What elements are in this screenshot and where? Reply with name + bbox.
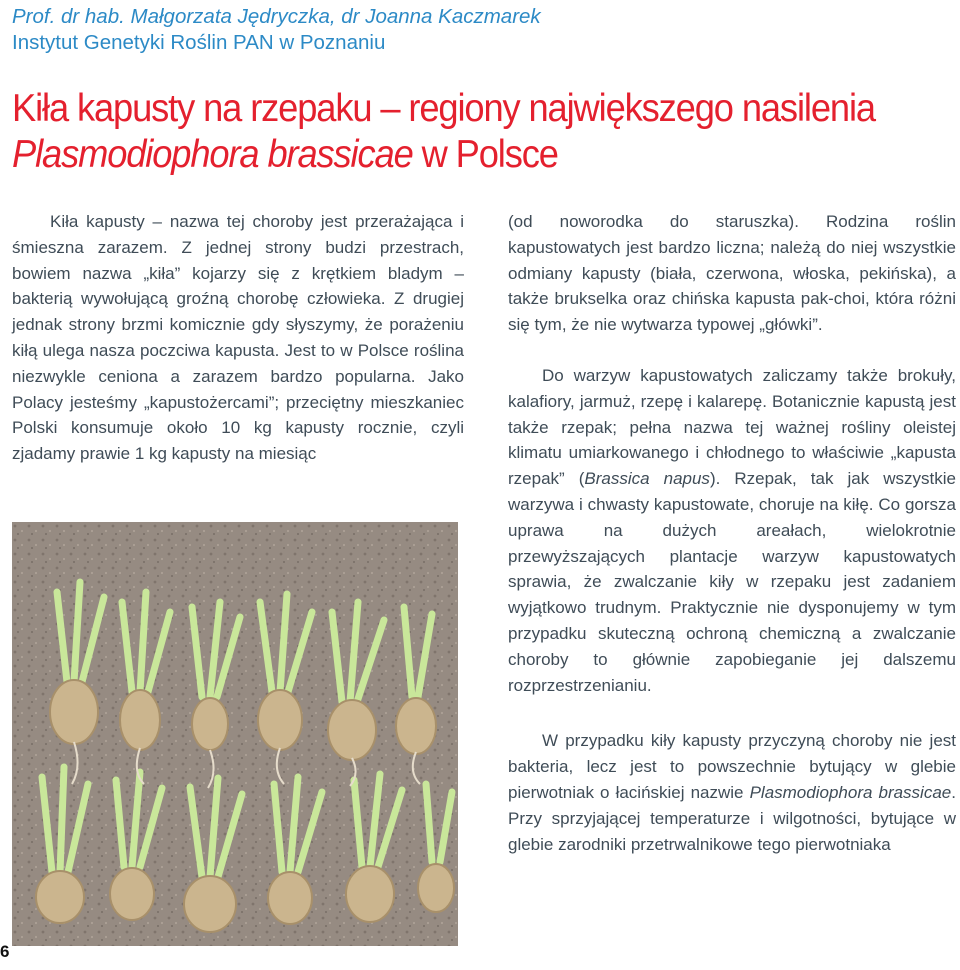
authors-institute: Instytut Genetyki Roślin PAN w Poznaniu xyxy=(12,31,386,54)
title-line2-rest: w Polsce xyxy=(412,133,558,176)
right-column xyxy=(508,209,956,857)
right-paragraph-3-start: W przypadku kiły kapusty przyczyną choroby nie jest bakteria, lecz jest to powszechnie bytujący w glebie pierwotniak o łacińskiej nazwie xyxy=(508,731,956,802)
right-paragraph-3 xyxy=(508,728,956,857)
clubroot-roots-photo xyxy=(12,522,458,946)
right-paragraph-1: (od noworodka do staruszka). Rodzina roślin kapustowatych jest bardzo liczna; należą do niej wszystkie odmiany kapusty (biała, czerwona, włoska, pekińska), a także brukselka oraz chińska kapusta pak-choi, która różni się tym, że nie wytwarza typowej „główki”. xyxy=(508,212,956,335)
authors-block xyxy=(12,4,541,56)
authors-names: Prof. dr hab. Małgorzata Jędryczka, dr Joanna Kaczmarek xyxy=(12,5,541,28)
left-column xyxy=(12,209,464,467)
right-paragraph-2-start: Do warzyw kapustowatych zaliczamy także brokuły, kalafiory, jarmuż, rzepę i kalarepę. Botanicznie kapustą jest także rzepak; pełna nazwa tej ważnej rośliny oleistej klimatu umiarkowanego i chłodnego to właściwie „kapusta rzepak” ( xyxy=(508,365,956,489)
plasmodiophora-latin: Plasmodiophora brassicae xyxy=(749,782,952,802)
right-paragraph-2 xyxy=(508,363,956,698)
title-latin-name: Plasmodiophora brassicae xyxy=(12,133,413,176)
title-line2 xyxy=(12,133,558,176)
right-paragraph-3-end: . Przy sprzyjającej temperaturze i wilgotności, bytujące w glebie zarodniki przetrwalnikowe tego pierwotniaka xyxy=(508,782,956,854)
left-paragraph-1: Kiła kapusty – nazwa tej choroby jest przerażająca i śmieszna zarazem. Z jednej strony budzi przestrach, bowiem nazwa „kiła” kojarzy się z krętkiem bladym – bakterią wywołującą groźną chorobę człowieka. Z drugiej jednak strony brzmi komicznie gdy słyszymy, że porażeniu kiłą ulega nasza poczciwa kapusta. Jest to w Polsce roślina niezwykle ceniona a zarazem bardzo popularna. Jako Polacy jesteśmy „kapustożercami”; przeciętny mieszkaniec Polski konsumuje około 10 kg kapusty rocznie, czyli zjadamy prawie 1 kg kapusty na miesiąc xyxy=(12,212,464,464)
page-number: 6 xyxy=(0,942,10,961)
right-paragraph-2-end: ). Rzepak, tak jak wszystkie warzywa i chwasty kapustowate, choruje na kiłę. Co gorsza uprawa na dużych areałach, wielokrotnie przewyższających plantacje warzyw kapustowatych sprawia, że zwalczanie kiły w rzepaku jest zadaniem wyjątkowo trudnym. Praktycznie nie dysponujemy w tym przypadku skuteczną ochroną chemiczną a zwalczanie choroby to głównie zapobieganie jej dalszemu rozprzestrzenianiu. xyxy=(508,469,956,695)
title-line1: Kiła kapusty na rzepaku – regiony największego nasilenia xyxy=(12,87,875,130)
article-title xyxy=(12,86,886,178)
brassica-napus-latin: Brassica napus xyxy=(584,469,710,489)
